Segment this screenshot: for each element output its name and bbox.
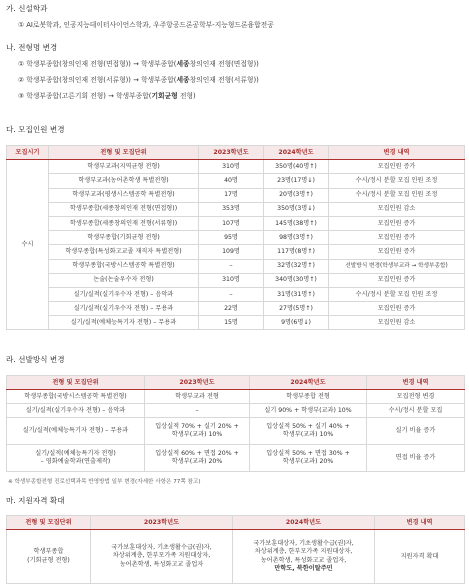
eligibility-table [6, 515, 465, 584]
change-cell: 모집인원 증가 [329, 231, 465, 245]
change-cell: 모집인원 감소 [329, 202, 465, 216]
unit-cell: 학생부종합(세종창의인재 전형(서류형)) [49, 216, 199, 230]
header-change: 변경 내역 [375, 516, 465, 530]
change-cell: 모집전형 변경 [367, 390, 465, 404]
change-cell: 수시/정시 분할 모집 인원 조정 [329, 287, 465, 301]
unit-cell: 실기/실적(예체능특기자 전형) – 무용과 [49, 316, 199, 330]
value-2024-cell: 32명(32명↑) [264, 259, 329, 273]
change-cell: 지원자격 확대 [375, 530, 465, 584]
value-2023-cell: 입상실적 60% + 면접 20% + 학생부(교과) 20% [145, 445, 250, 472]
header-2024: 2024학년도 [264, 146, 329, 160]
table-row [7, 530, 465, 584]
new-departments-item: ① AI로봇학과, 인공지능데이터사이언스학과, 우주항공드론공학부-지능형드론융합전공 [18, 21, 274, 29]
table-row [7, 160, 465, 174]
unit-cell: 실기/실적(실기우수자 전형) – 음악과 [7, 404, 145, 418]
change-cell: 수시/정시 분할 모집 [367, 404, 465, 418]
change-cell: 모집인원 증가 [329, 302, 465, 316]
unit-cell: 실기/실적(예체능특기자 전형) – 영화예술학과(연출제작) [7, 445, 145, 472]
value-2024-cell: 350명(40명↑) [264, 160, 329, 174]
name-change-item-1: ① 학생부종합(창의인재 전형(면접형)) → 학생부종합(세종창의인재 전형(면접형)) [18, 60, 259, 68]
value-2024-cell: 340명(30명↑) [264, 273, 329, 287]
table-row [7, 188, 465, 202]
period-cell: 수시 [7, 160, 49, 330]
header-2023: 2023학년도 [145, 376, 250, 390]
change-cell: 실기 비율 증가 [367, 418, 465, 445]
value-2024-cell: 98명(3명↑) [264, 231, 329, 245]
unit-cell: 학생부교과(평생시스템공학 특별전형) [49, 188, 199, 202]
value-2024-cell: 입상실적 50% + 실기 40% + 학생부(교과) 10% [250, 418, 367, 445]
unit-cell: 학생부종합(국방시스템공학 특별전형) [7, 390, 145, 404]
header-period: 모집시기 [7, 146, 49, 160]
change-cell: 면접 비율 증가 [367, 445, 465, 472]
change-cell: 모집인원 증가 [329, 160, 465, 174]
table-row [7, 316, 465, 330]
unit-cell: 실기/실적(실기우수자 전형) – 음악과 [49, 287, 199, 301]
value-2023-cell: 353명 [199, 202, 264, 216]
value-2024-cell: 입상실적 50% + 면접 30% + 학생부(교과) 20% [250, 445, 367, 472]
value-2023-cell: 22명 [199, 302, 264, 316]
change-cell: 모집인원 감소 [329, 316, 465, 330]
value-2023-cell: 310명 [199, 273, 264, 287]
selection-change-table [6, 375, 465, 472]
unit-cell: 학생부교과(농어촌학생 특별전형) [49, 174, 199, 188]
value-2023-cell: – [199, 259, 264, 273]
table-row [7, 245, 465, 259]
value-2024-cell: 실기 90% + 학생부(교과) 10% [250, 404, 367, 418]
value-2024-cell: 350명(3명↓) [264, 202, 329, 216]
unit-cell: 실기/실적(실기우수자 전형) – 무용과 [49, 302, 199, 316]
section-title-quota-change: 다. 모집인원 변경 [6, 125, 65, 134]
table-row [7, 287, 465, 301]
change-cell: 모집인원 증가 [329, 216, 465, 230]
unit-cell: 학생부종합(기회균형 전형) [49, 231, 199, 245]
value-2024-cell: 31명(31명↑) [264, 287, 329, 301]
header-unit: 전형 및 모집단위 [7, 516, 91, 530]
unit-cell: 학생부종합(세종창의인재 전형(면접형)) [49, 202, 199, 216]
change-cell: 수시/정시 분할 모집 인원 조정 [329, 174, 465, 188]
header-change: 변경 내역 [329, 146, 465, 160]
header-2023: 2023학년도 [199, 146, 264, 160]
table-row [7, 202, 465, 216]
name-change-item-3: ③ 학생부종합(고른기회 전형) → 학생부종합(기회균형 전형) [18, 92, 196, 100]
value-2023-cell: 국가보훈대상자, 기초생활수급(권)자, 차상위계층, 한부모가족 지원대상자, 농어촌학생, 특성화고교 졸업자 [91, 530, 233, 584]
table-row [7, 418, 465, 445]
value-2024-cell: 27명(5명↑) [264, 302, 329, 316]
header-2024: 2024학년도 [233, 516, 375, 530]
section-title-selection-change: 라. 선발방식 변경 [6, 355, 65, 364]
unit-cell: 학생부교과(지역균형 전형) [49, 160, 199, 174]
value-2024-cell: 117명(8명↑) [264, 245, 329, 259]
value-2023-cell: 입상실적 70% + 실기 20% + 학생부(교과) 10% [145, 418, 250, 445]
change-cell: 모집인원 증가 [329, 245, 465, 259]
table-row [7, 404, 465, 418]
value-2024-cell: 학생부종합 전형 [250, 390, 367, 404]
table-row [7, 302, 465, 316]
selection-note: ※ 학생부종합전형 진로선택과목 반영방법 일부 변경(자세한 사항은 77쪽 참고) [8, 479, 201, 485]
header-change: 변경 내역 [367, 376, 465, 390]
table-row [7, 231, 465, 245]
quota-change-table [6, 145, 465, 330]
table-row [7, 216, 465, 230]
section-title-eligibility-expansion: 마. 지원자격 확대 [6, 496, 65, 505]
value-2024-cell: 23명(17명↓) [264, 174, 329, 188]
value-2023-cell: 109명 [199, 245, 264, 259]
unit-cell: 실기/실적(예체능특기자 전형) – 무용과 [7, 418, 145, 445]
table-row [7, 273, 465, 287]
value-2023-cell: 107명 [199, 216, 264, 230]
unit-cell: 학생부종합 (기회균형 전형) [7, 530, 91, 584]
table-row [7, 390, 465, 404]
value-2024-cell: 20명(3명↑) [264, 188, 329, 202]
value-2023-cell: 310명 [199, 160, 264, 174]
change-cell: 모집인원 증가 [329, 273, 465, 287]
value-2023-cell: – [145, 404, 250, 418]
unit-cell: 학생부종합(국방시스템공학 특별전형) [49, 259, 199, 273]
header-unit: 전형 및 모집단위 [49, 146, 199, 160]
header-2024: 2024학년도 [250, 376, 367, 390]
section-title-new-departments: 가. 신설학과 [6, 4, 48, 13]
value-2024-cell: 145명(38명↑) [264, 216, 329, 230]
header-2023: 2023학년도 [91, 516, 233, 530]
value-2023-cell: 15명 [199, 316, 264, 330]
change-cell: 선발방식 변경(학생부교과 → 학생부종합) [329, 259, 465, 273]
table-row [7, 259, 465, 273]
change-cell: 수시/정시 분할 모집 인원 조정 [329, 188, 465, 202]
value-2023-cell: 40명 [199, 174, 264, 188]
name-change-item-2: ② 학생부종합(창의인재 전형(서류형)) → 학생부종합(세종창의인재 전형(서류형)) [18, 76, 259, 84]
header-unit: 전형 및 모집단위 [7, 376, 145, 390]
unit-cell: 학생부종합(특성화고교졸 재직자 특별전형) [49, 245, 199, 259]
table-row [7, 445, 465, 472]
unit-cell: 논술(논술우수자 전형) [49, 273, 199, 287]
section-title-name-change: 나. 전형명 변경 [6, 43, 58, 52]
value-2023-cell: 95명 [199, 231, 264, 245]
value-2023-cell: 17명 [199, 188, 264, 202]
value-2024-cell: 국가보훈대상자, 기초생활수급(권)자, 차상위계층, 한부모가족 지원대상자, 농어촌학생, 특성화고교 졸업자, 만학도, 북한이탈주민 [233, 530, 375, 584]
value-2023-cell: – [199, 287, 264, 301]
value-2023-cell: 학생부교과 전형 [145, 390, 250, 404]
table-row [7, 174, 465, 188]
value-2024-cell: 9명(6명↓) [264, 316, 329, 330]
